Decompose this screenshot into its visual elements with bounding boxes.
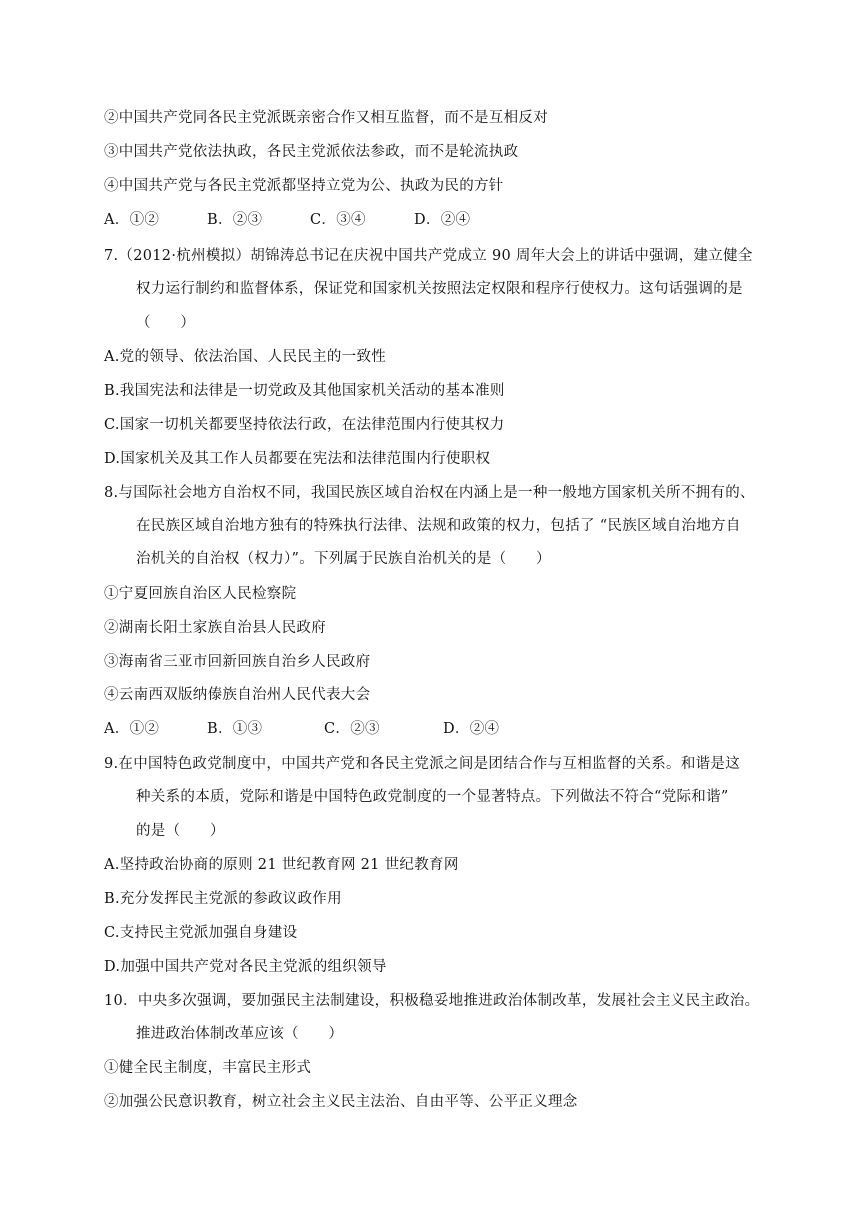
q9-choice-a: A.坚持政治协商的原则 21 世纪教育网 21 世纪教育网 [104, 857, 459, 873]
q7-choice-d: D.国家机关及其工作人员都要在宪法和法律范围内行使职权 [104, 451, 491, 467]
q8-stem-line-1: 8.与国际社会地方自治权不同，我国民族区域自治权在内涵上是一种一般地方国家机关所不拥有的、 [104, 485, 755, 501]
q8-stem-line-3: 治机关的自治权（权力）”。下列属于民族自治机关的是（ ） [136, 551, 551, 567]
q8-options [104, 719, 499, 739]
q9-choice-b: B.充分发挥民主党派的参政议政作用 [104, 891, 342, 907]
q6-options [104, 210, 470, 230]
q6-item-4: ④中国共产党与各民主党派都坚持立党为公、执政为民的方针 [104, 178, 504, 194]
q6-option-d: D．②④ [414, 212, 471, 228]
q6-item-3: ③中国共产党依法执政，各民主党派依法参政，而不是轮流执政 [104, 144, 519, 160]
q8-option-a: A．①② [104, 721, 160, 737]
q9-stem-line-1: 9.在中国特色政党制度中，中国共产党和各民主党派之间是团结合作与互相监督的关系。和谐是这 [104, 756, 741, 772]
q6-item-2: ②中国共产党同各民主党派既亲密合作又相互监督，而不是互相反对 [104, 110, 548, 126]
q9-choice-c: C.支持民主党派加强自身建设 [104, 925, 298, 941]
q7-choice-c: C.国家一切机关都要坚持依法行政，在法律范围内行使其权力 [104, 417, 505, 433]
q7-stem-line-1: 7.（2012·杭州模拟）胡锦涛总书记在庆祝中国共产党成立 90 周年大会上的讲话中强调，建立健全 [104, 248, 753, 264]
q7-stem-line-3: （ ） [136, 315, 196, 331]
q10-item-1: ①健全民主制度，丰富民主形式 [104, 1060, 312, 1076]
q8-option-b: B．①③ [207, 721, 263, 737]
q9-stem-line-3: 的是（ ） [136, 823, 225, 839]
q8-item-2: ②湖南长阳土家族自治县人民政府 [104, 620, 326, 636]
q10-stem-line-2: 推进政治体制改革应该（ ） [136, 1026, 344, 1042]
q6-option-a: A．①② [104, 212, 160, 228]
q6-option-c: C．③④ [310, 212, 366, 228]
q10-item-2: ②加强公民意识教育，树立社会主义民主法治、自由平等、公平正义理念 [104, 1094, 578, 1110]
q8-option-d: D．②④ [443, 721, 500, 737]
q8-item-4: ④云南西双版纳傣族自治州人民代表大会 [104, 687, 371, 703]
q8-stem-line-2: 在民族区域自治地方独有的特殊执行法律、法规和政策的权力，包括了 “民族区域自治地方自 [136, 518, 741, 534]
q7-stem-line-2: 权力运行制约和监督体系，保证党和国家机关按照法定权限和程序行使权力。这句话强调的是 [136, 281, 743, 297]
q9-stem-line-2: 种关系的本质，党际和谐是中国特色政党制度的一个显著特点。下列做法不符合“党际和谐” [136, 789, 729, 805]
q8-item-3: ③海南省三亚市回新回族自治乡人民政府 [104, 654, 371, 670]
q6-option-b: B．②③ [207, 212, 263, 228]
q9-choice-d: D.加强中国共产党对各民主党派的组织领导 [104, 959, 387, 975]
q7-choice-a: A.党的领导、依法治国、人民民主的一致性 [104, 349, 387, 365]
q8-option-c: C．②③ [324, 721, 380, 737]
q7-choice-b: B.我国宪法和法律是一切党政及其他国家机关活动的基本准则 [104, 383, 505, 399]
q10-stem-line-1: 10．中央多次强调，要加强民主法制建设，积极稳妥地推进政治体制改革，发展社会主义民主政治。 [104, 993, 760, 1009]
q8-item-1: ①宁夏回族自治区人民检察院 [104, 586, 297, 602]
